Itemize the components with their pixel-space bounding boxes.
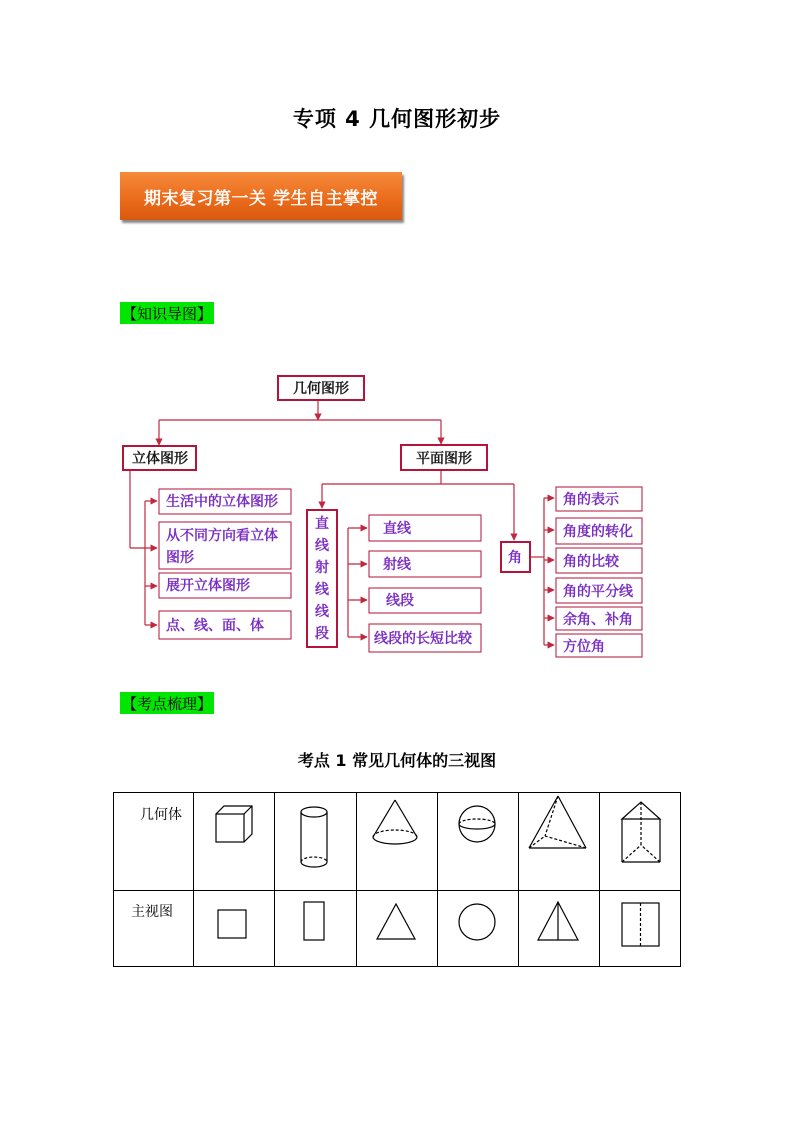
solid-label: 立体图形 bbox=[132, 451, 188, 467]
solid-item: 图形 bbox=[166, 550, 194, 566]
page-title: 专项 4 几何图形初步 bbox=[292, 107, 502, 131]
angle-item: 角度的转化 bbox=[563, 524, 633, 540]
line-branch-char: 线 bbox=[315, 582, 329, 598]
sphere-front-view bbox=[459, 904, 495, 940]
line-item: 线段 bbox=[386, 593, 414, 609]
root-label: 几何图形 bbox=[293, 381, 349, 397]
angle-item: 角的表示 bbox=[563, 492, 619, 508]
cone-icon bbox=[373, 800, 417, 844]
triangular-prism-icon bbox=[622, 802, 660, 862]
pyramid-front-view bbox=[538, 902, 578, 940]
line-branch-char: 段 bbox=[315, 626, 329, 642]
solid-item: 生活中的立体图形 bbox=[166, 494, 278, 510]
cube-icon bbox=[216, 806, 252, 842]
key-points-label: 【考点梳理】 bbox=[120, 692, 214, 714]
key-point-title: 考点 1 常见几何体的三视图 bbox=[297, 751, 497, 770]
cube-front-view bbox=[218, 910, 246, 938]
line-branch-char: 线 bbox=[315, 604, 329, 620]
angle-item: 余角、补角 bbox=[563, 612, 633, 628]
solid-item: 展开立体图形 bbox=[166, 578, 250, 594]
angle-item: 方位角 bbox=[563, 639, 605, 655]
triangular-pyramid-icon bbox=[529, 796, 586, 848]
line-branch-char: 射 bbox=[315, 560, 329, 576]
line-item: 射线 bbox=[383, 557, 411, 573]
three-view-table bbox=[113, 792, 683, 968]
line-item: 线段的长短比较 bbox=[374, 631, 472, 647]
row-label-solid: 几何体 bbox=[140, 807, 182, 823]
solid-item: 从不同方向看立体 bbox=[166, 528, 278, 544]
line-item: 直线 bbox=[383, 521, 411, 537]
cone-front-view bbox=[377, 904, 415, 939]
knowledge-map-label: 【知识导图】 bbox=[120, 302, 214, 324]
solid-item: 点、线、面、体 bbox=[166, 618, 264, 634]
angle-label: 角 bbox=[508, 550, 522, 566]
review-banner: 期末复习第一关 学生自主掌控 bbox=[120, 172, 402, 220]
sphere-icon bbox=[459, 806, 495, 842]
cylinder-icon bbox=[301, 807, 327, 867]
angle-item: 角的比较 bbox=[563, 554, 619, 570]
line-branch-char: 线 bbox=[315, 538, 329, 554]
line-branch-char: 直 bbox=[315, 516, 329, 532]
row-label-front-view: 主视图 bbox=[131, 904, 173, 920]
cylinder-front-view bbox=[304, 902, 324, 940]
angle-item: 角的平分线 bbox=[563, 584, 633, 600]
plane-label: 平面图形 bbox=[416, 451, 472, 467]
prism-front-view bbox=[622, 903, 659, 946]
